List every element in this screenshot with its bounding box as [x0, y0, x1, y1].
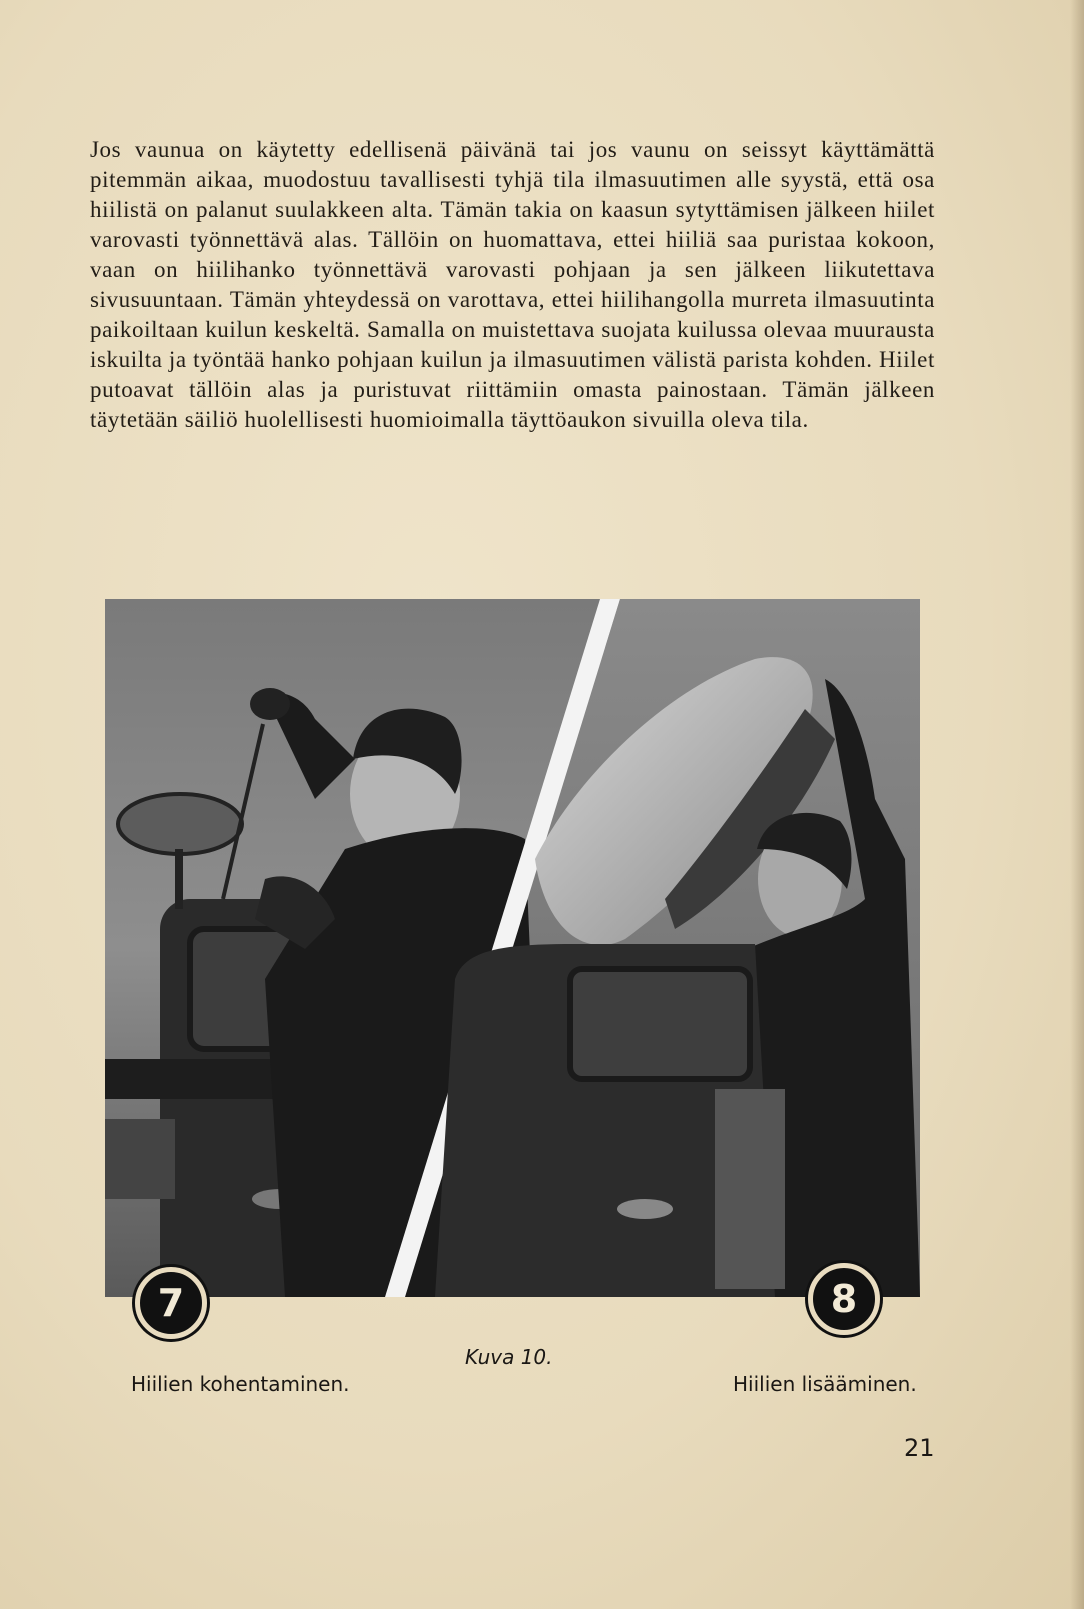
- caption-right: Hiilien lisääminen.: [733, 1372, 917, 1396]
- photo-figure: [105, 599, 920, 1297]
- caption-left: Hiilien kohentaminen.: [131, 1372, 350, 1396]
- body-paragraph: Jos vaunua on käytetty edellisenä päivänä tai jos vaunu on seissyt käyttämättä pitemmän aikaa, muodostuu tavallisesti tyhjä tila ilmasuutimen alle syystä, että osa hiilistä on palanut suulakkeen alta. Tämän takia on kaasun sytyttämisen jälkeen hiilet varovasti työnnettävä alas. Tällöin on huomattava, ettei hiiliä saa puristaa kokoon, vaan on hiilihanko työnnettävä varovasti pohjaan ja sen jälkeen liikutettava sivusuuntaan. Tämän yhteydessä on varottava, ettei hiilihangolla murreta ilmasuutinta paikoiltaan kuilun keskeltä. Samalla on muistettava suojata kuilussa olevaa muurausta iskuilta ja työntää hanko pohjaan kuilun ja ilmasuutimen välistä parista kohden. Hiilet putoavat tällöin alas ja puristuvat riittämiin omasta painostaan. Tämän jälkeen täytetään säiliö huolellisesti huomioimalla täyttöaukon sivuilla oleva tila.: [90, 137, 935, 432]
- figure-label: Kuva 10.: [465, 1345, 553, 1369]
- figure-number-badge-7: 7: [135, 1267, 207, 1339]
- gas-generator-photos: [105, 599, 920, 1297]
- figure-number-badge-8: 8: [808, 1263, 880, 1335]
- page-number: 21: [904, 1434, 935, 1462]
